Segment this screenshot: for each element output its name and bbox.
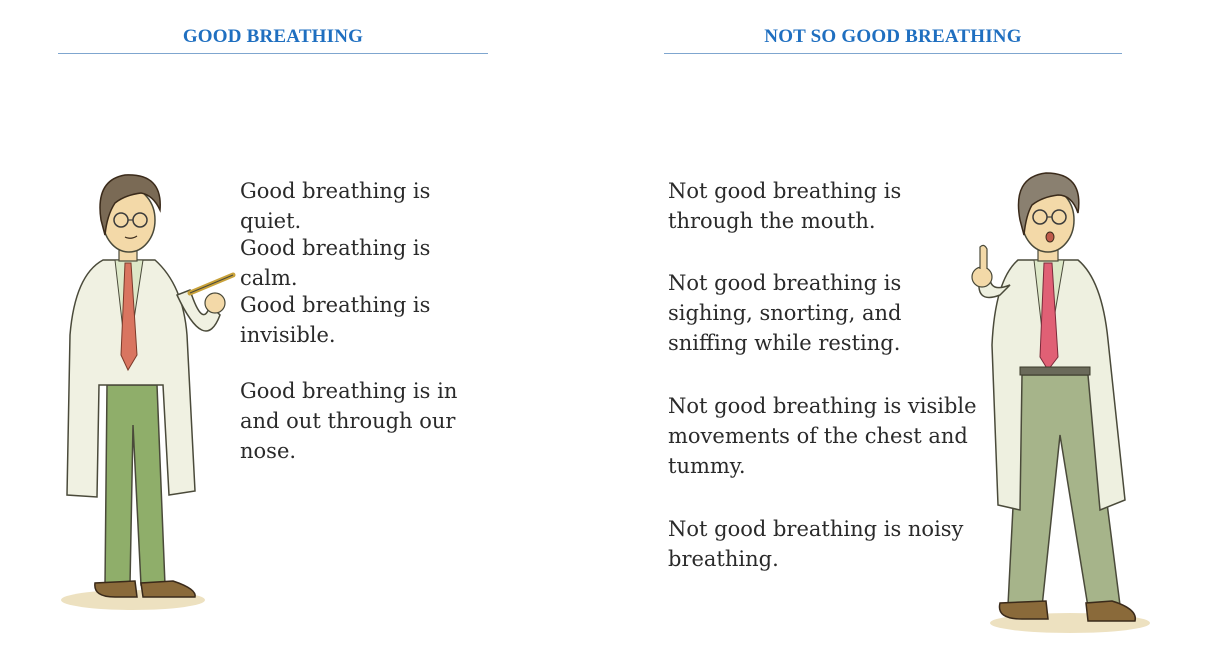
right-heading-rule	[664, 53, 1122, 54]
not-good-breathing-text-1: Not good breathing is through the mouth.	[668, 179, 902, 233]
good-breathing-text-4: Good breathing is in and out through our nose.	[240, 379, 458, 463]
not-good-breathing-text-3: Not good breathing is visible movements of the chest and tummy.	[668, 394, 977, 478]
left-heading-rule	[58, 53, 488, 54]
not-so-good-breathing-heading: NOT SO GOOD BREATHING	[764, 26, 1022, 47]
good-breathing-heading: GOOD BREATHING	[182, 26, 364, 47]
doctor-with-pencil-illustration	[45, 165, 245, 615]
good-breathing-text-3: Good breathing is invisible.	[240, 293, 431, 347]
not-good-breathing-text-2: Not good breathing is sighing, snorting, and sniffing while resting.	[668, 271, 902, 355]
doctor-raised-finger-illustration	[960, 165, 1170, 645]
not-good-breathing-text-4: Not good breathing is noisy breathing.	[668, 517, 964, 571]
good-breathing-text-2: Good breathing is calm.	[240, 236, 431, 290]
good-breathing-text-1: Good breathing is quiet.	[240, 179, 431, 233]
